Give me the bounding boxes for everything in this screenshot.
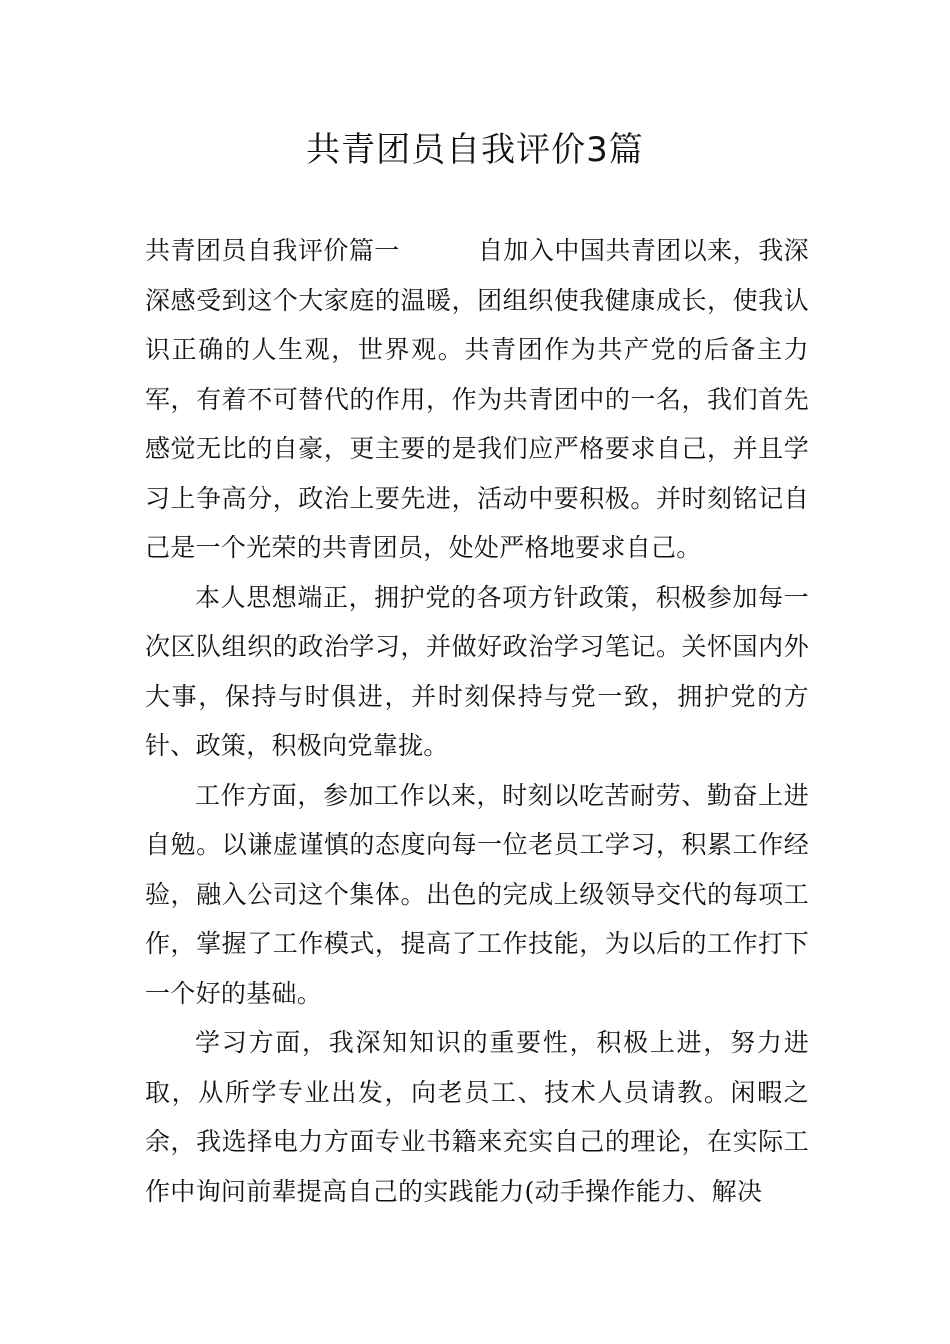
paragraph-1 xyxy=(145,226,809,573)
paragraph-3: 工作方面，参加工作以来，时刻以吃苦耐劳、勤奋上进自勉。以谦虚谨慎的态度向每一位老员工学习，积累工作经验，融入公司这个集体。出色的完成上级领导交代的每项工作，掌握了工作模式，提高了工作技能，为以后的工作打下一个好的基础。 xyxy=(145,780,809,1008)
paragraph-2: 本人思想端正，拥护党的各项方针政策，积极参加每一次区队组织的政治学习，并做好政治学习笔记。关怀国内外大事，保持与时俱进，并时刻保持与党一致，拥护党的方针、政策，积极向党靠拢。 xyxy=(145,582,809,760)
paragraph-4: 学习方面，我深知知识的重要性，积极上进，努力进取，从所学专业出发，向老员工、技术人员请教。闲暇之余，我选择电力方面专业书籍来充实自己的理论，在实际工作中询问前辈提高自己的实践能力(动手操作能力、解决 xyxy=(145,1028,809,1206)
document-title: 共青团员自我评价3篇 xyxy=(306,130,644,170)
document-body xyxy=(145,226,809,1216)
section-heading: 共青团员自我评价篇一 xyxy=(145,236,400,265)
paragraph-1-text: 自加入中国共青团以来，我深深感受到这个大家庭的温暖，团组织使我健康成长，使我认识正确的人生观，世界观。共青团作为共产党的后备主力军，有着不可替代的作用，作为共青团中的一名，我们首先感觉无比的自豪，更主要的是我们应严格要求自己，并且学习上争高分，政治上要先进，活动中要积极。并时刻铭记自己是一个光荣的共青团员，处处严格地要求自己。 xyxy=(145,236,809,562)
